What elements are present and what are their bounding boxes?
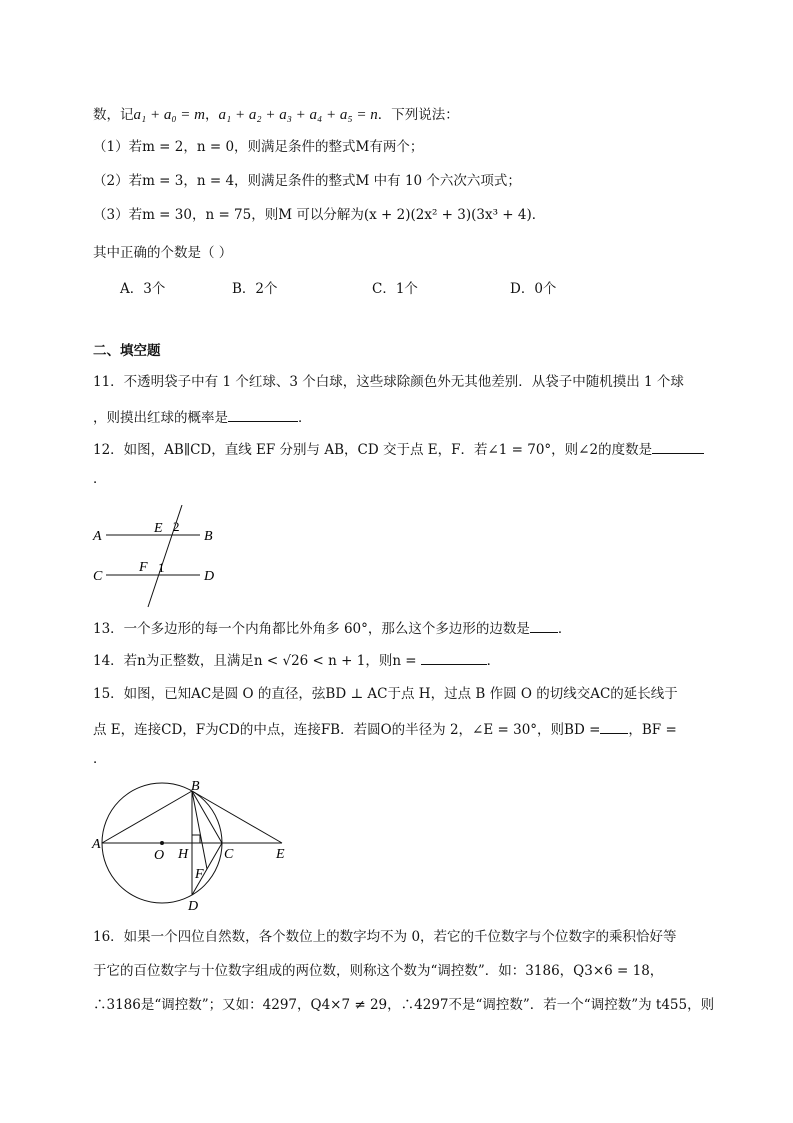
- label-e: E: [276, 847, 285, 862]
- q12-line2: ．: [93, 471, 107, 487]
- q10-option-b: B．2个: [232, 281, 278, 297]
- q13-text: 13．一个多边形的每一个内角都比外角多 60°，那么这个多边形的边数是: [93, 621, 530, 637]
- label-a: A: [92, 837, 101, 852]
- q10-statement-3: （3）若m = 30，n = 75，则M 可以分解为(x + 2)(2x² + 3)(3x³ + 4)．: [93, 207, 546, 223]
- q10-option-c: C．1个: [372, 281, 418, 297]
- q10-line1-prefix: 数，记: [93, 107, 134, 123]
- label-e: E: [154, 521, 163, 536]
- q10-question: 其中正确的个数是（ ）: [93, 245, 233, 261]
- q12-figure: [90, 505, 230, 615]
- q10-expr-m: a₁ + a₀ = m: [133, 107, 206, 123]
- label-a: A: [93, 529, 102, 544]
- q11-answer-blank[interactable]: [228, 407, 298, 422]
- q12-line1-text: 12．如图，AB∥CD，直线 EF 分别与 AB，CD 交于点 E，F．若∠1 = 70°，则∠2的度数是: [93, 442, 653, 458]
- q11-line2-text: ，则摸出红球的概率是: [93, 410, 228, 426]
- q14-text: 14．若n为正整数，且满足n < √26 < n + 1，则n =: [93, 653, 417, 669]
- label-o: O: [154, 848, 165, 863]
- q15-bd-blank[interactable]: [600, 719, 628, 734]
- q14-end: ．: [486, 653, 501, 669]
- q12-line1: [93, 439, 704, 459]
- q15-line2: [93, 719, 677, 739]
- label-c: C: [224, 847, 234, 862]
- label-h: H: [178, 847, 189, 862]
- label-d: D: [204, 569, 215, 584]
- q10-option-d: D．0个: [510, 281, 557, 297]
- q11-line2: [93, 407, 312, 427]
- q10-sep: ，: [205, 107, 219, 123]
- label-f: F: [195, 867, 204, 882]
- label-f: F: [139, 560, 148, 575]
- q12-answer-blank[interactable]: [652, 439, 704, 454]
- tangent-be: [192, 791, 282, 843]
- q15-line3: ．: [93, 751, 107, 767]
- q10-expr-n: a₁ + a₂ + a₃ + a₄ + a₅ = n: [218, 107, 378, 123]
- q13-line: [93, 618, 571, 638]
- label-b: B: [204, 529, 213, 544]
- q10-statement-1: （1）若m = 2，n = 0，则满足条件的整式M有两个；: [93, 139, 424, 155]
- line-ab: [102, 791, 192, 843]
- q15-bf-label: ，BF =: [628, 722, 677, 738]
- center-o-dot: [160, 841, 164, 845]
- q10-line1-suffix: ．下列说法：: [377, 107, 459, 123]
- q13-answer-blank[interactable]: [530, 618, 558, 633]
- q16-line3: ∴3186是“调控数”；又如：4297，Q4×7 ≠ 29，∴4297不是“调控数”．若一个“调控数”为 t455，则: [93, 997, 715, 1013]
- right-angle-mark: [192, 835, 200, 843]
- label-b: B: [191, 779, 200, 794]
- q15-figure: [90, 778, 300, 913]
- section-fill-in-blank: 二、填空题: [93, 343, 161, 359]
- q10-line1: [93, 106, 459, 124]
- label-d: D: [188, 899, 199, 913]
- line-bf: [192, 791, 207, 869]
- q13-end: ．: [557, 621, 572, 637]
- q11-line2-end: ．: [298, 410, 312, 426]
- q11-line1: 11．不透明袋子中有 1 个红球、3 个白球，这些球除颜色外无其他差别．从袋子中随机摸出 1 个球: [93, 374, 684, 390]
- q16-line1: 16．如果一个四位自然数，各个数位上的数字均不为 0，若它的千位数字与个位数字的乘积恰好等: [93, 929, 677, 945]
- q10-statement-2: （2）若m = 3，n = 4，则满足条件的整式M 中有 10 个六次六项式；: [93, 173, 521, 189]
- label-c: C: [93, 569, 103, 584]
- label-angle-1: 1: [158, 560, 165, 575]
- label-angle-2: 2: [173, 519, 180, 534]
- q15-line1: 15．如图，已知AC是圆 O 的直径，弦BD ⊥ AC于点 H，过点 B 作圆 O 的切线交AC的延长线于: [93, 686, 678, 702]
- q14-answer-blank[interactable]: [421, 650, 487, 665]
- q14-line: [93, 650, 500, 670]
- q10-option-a: A．3个: [120, 281, 166, 297]
- q16-line2: 于它的百位数字与十位数字组成的两位数，则称这个数为“调控数”．如：3186，Q3×6 = 18，: [93, 963, 664, 979]
- q15-line2-text: 点 E，连接CD，F为CD的中点，连接FB．若圆O的半径为 2，∠E = 30°，则BD =: [93, 722, 601, 738]
